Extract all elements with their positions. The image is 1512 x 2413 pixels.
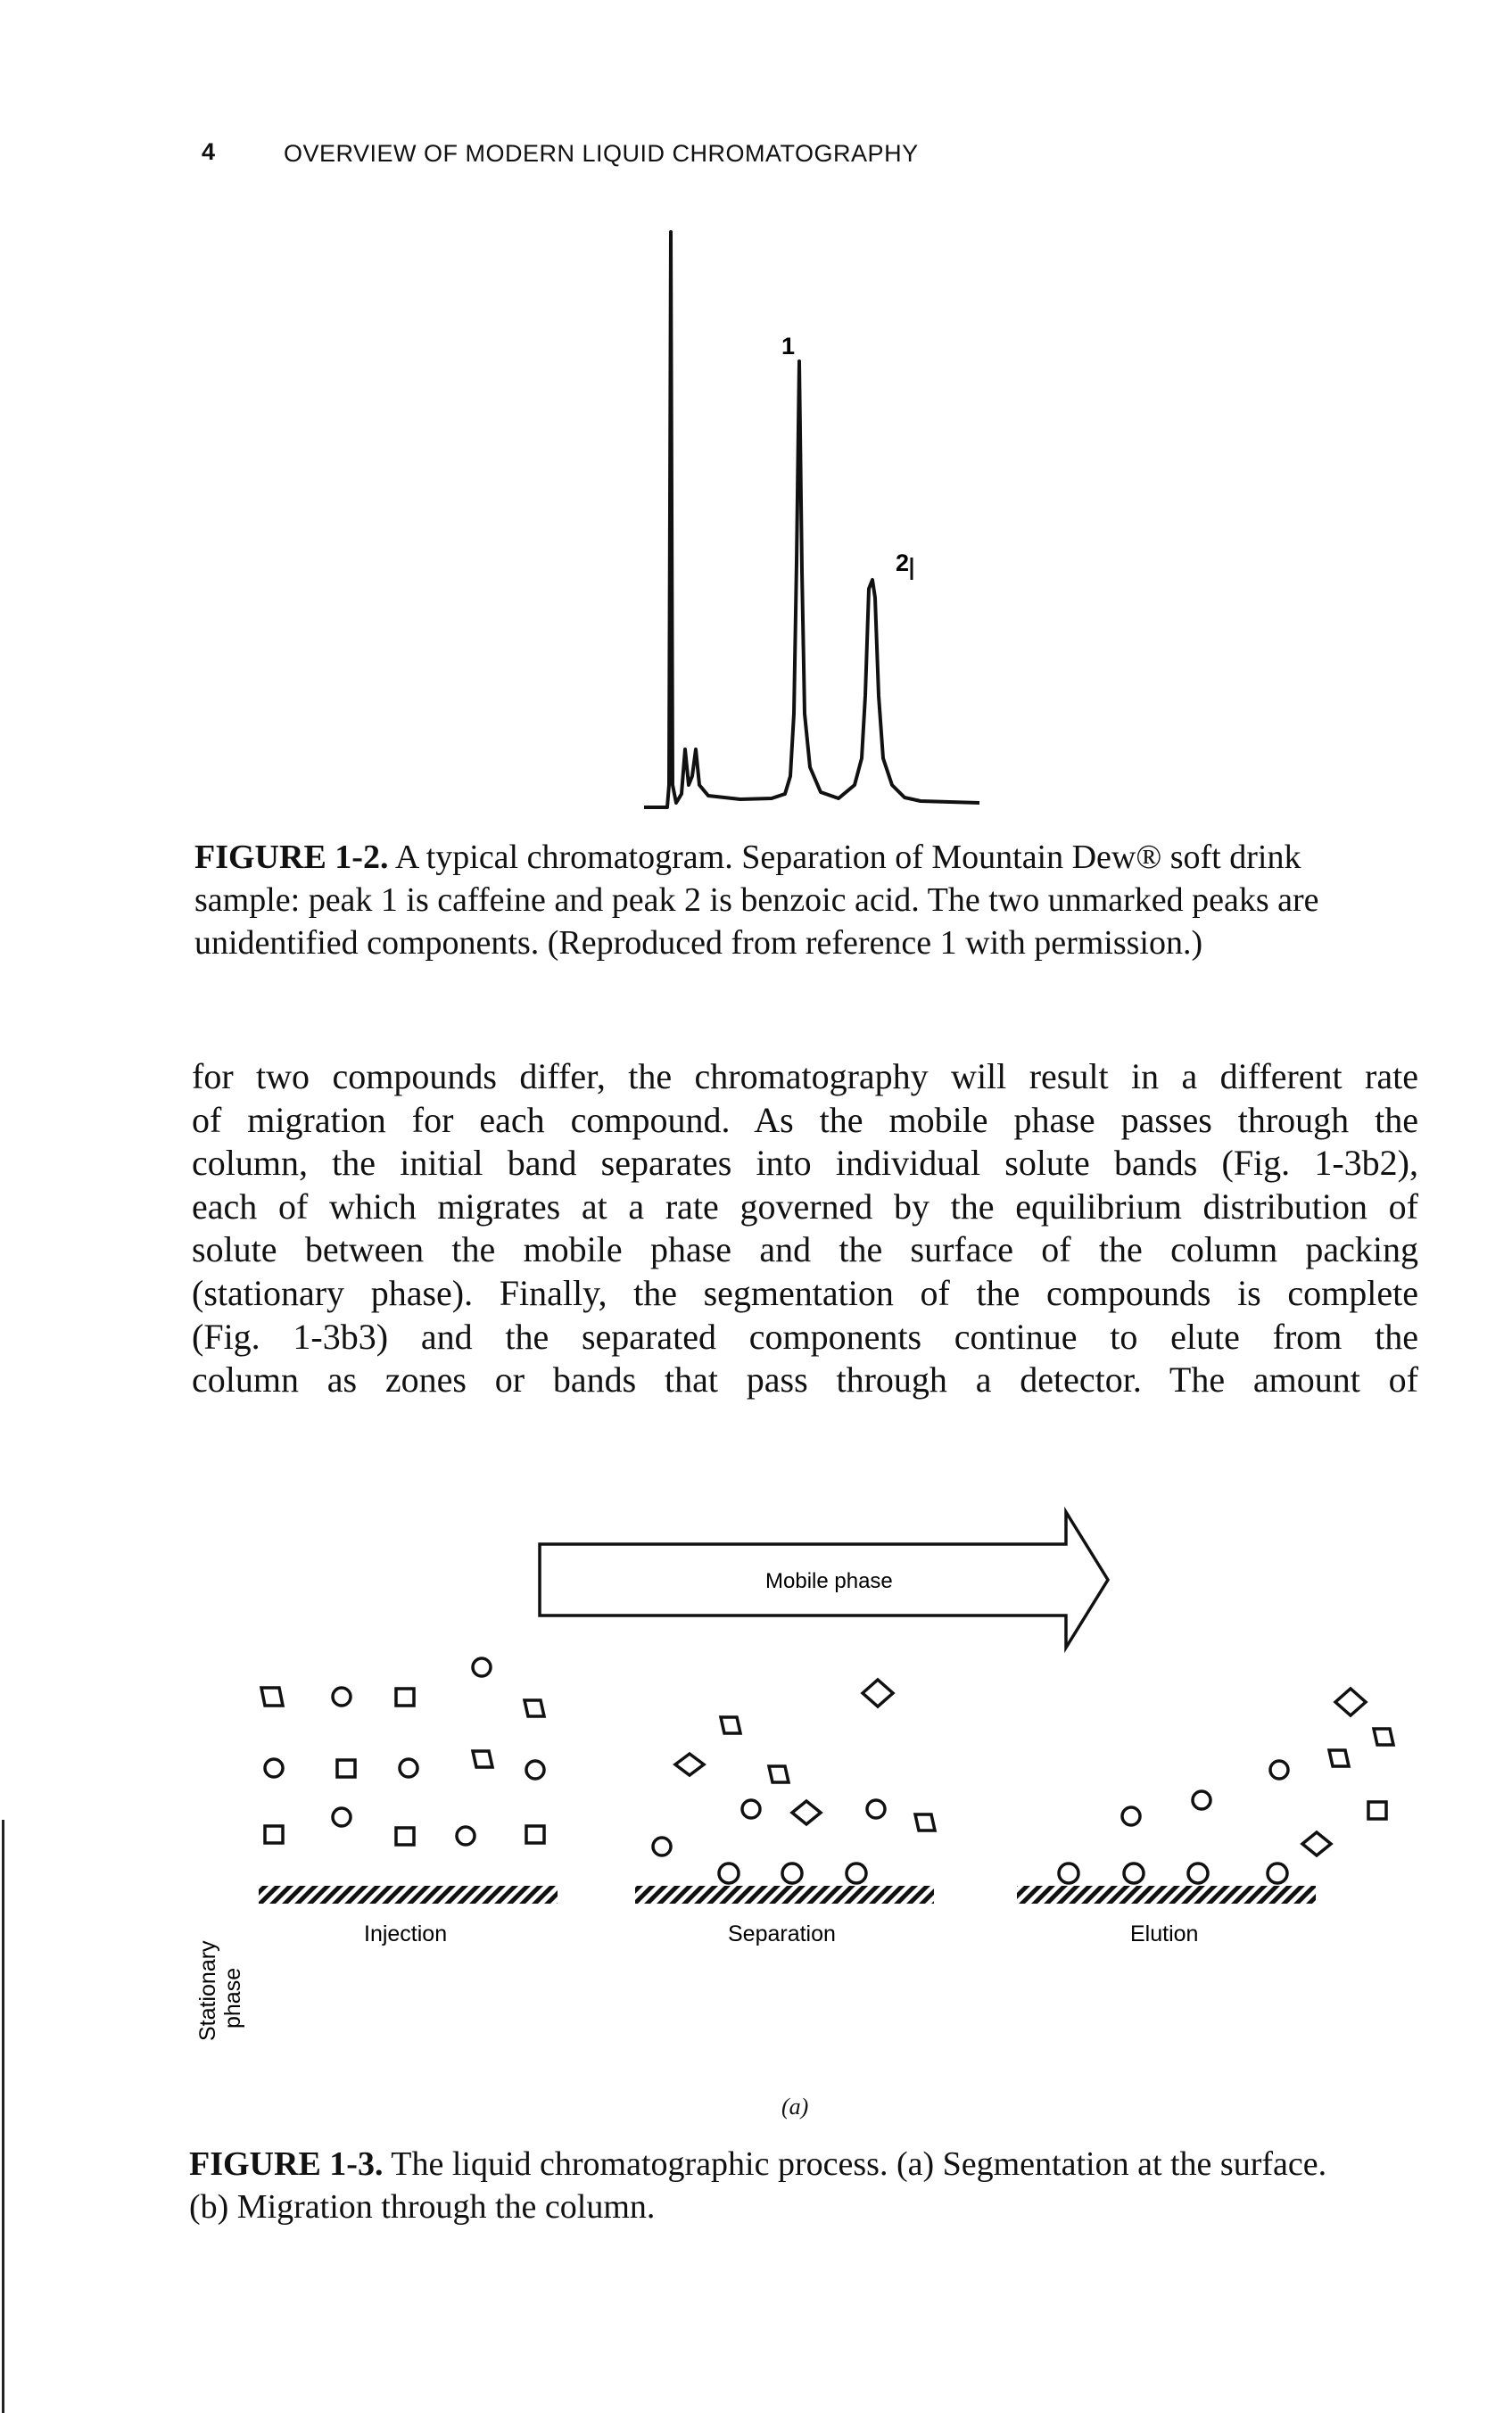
stationary-axis-label-line2: phase xyxy=(220,1967,245,2029)
page-number: 4 xyxy=(202,138,216,165)
stage-label-injection: Injection xyxy=(364,1921,448,1946)
separation-molecules xyxy=(653,1680,935,1883)
figure-1-3-caption xyxy=(189,2143,1438,2228)
body-line: of migration for each compound. As the mobile phase passes through the xyxy=(192,1099,1418,1140)
body-line: (stationary phase). Finally, the segmentation of the compounds is complete xyxy=(192,1272,1418,1313)
stationary-bar-elution xyxy=(1017,1886,1316,1904)
figure-1-2-caption xyxy=(194,836,1425,964)
scan-edge-line xyxy=(2,1820,4,2413)
figure-1-3-caption-line-1: The liquid chromatographic process. (a) Segmentation at the surface. xyxy=(391,2145,1327,2183)
running-title: OVERVIEW OF MODERN LIQUID CHROMATOGRAPHY xyxy=(284,140,919,167)
chromatogram-figure xyxy=(624,214,999,821)
chromatogram-trace xyxy=(644,232,979,807)
figure-1-3-caption-label: FIGURE 1-3. xyxy=(189,2145,384,2183)
lc-process-diagram xyxy=(0,1499,1512,2087)
panel-label: (a) xyxy=(781,2094,809,2120)
peak-label-2: 2 xyxy=(896,550,910,576)
mobile-phase-label: Mobile phase xyxy=(765,1569,893,1593)
figure-1-2-caption-label: FIGURE 1-2. xyxy=(194,839,389,876)
body-paragraph xyxy=(192,1055,1418,1402)
elution-molecules xyxy=(1059,1689,1393,1883)
body-line: each of which migrates at a rate governed by the equilibrium distribution of xyxy=(192,1186,1418,1227)
stage-label-elution: Elution xyxy=(1130,1921,1199,1946)
figure-1-2-caption-line-1: A typical chromatogram. Separation of Mountain Dew® soft drink xyxy=(394,839,1301,876)
stage-label-separation: Separation xyxy=(728,1921,836,1946)
body-line: (Fig. 1-3b3) and the separated components continue to elute from the xyxy=(192,1316,1418,1357)
stationary-axis-label-line1: Stationary xyxy=(195,1940,220,2041)
body-line: column, the initial band separates into individual solute bands (Fig. 1-3b2), xyxy=(192,1143,1418,1184)
figure-1-3-caption-line-2: (b) Migration through the column. xyxy=(189,2188,656,2226)
stationary-bar-separation xyxy=(635,1886,934,1904)
injection-molecules xyxy=(261,1658,544,1845)
body-line: for two compounds differ, the chromatography will result in a different rate xyxy=(192,1056,1418,1096)
body-line: column as zones or bands that pass through a detector. The amount of xyxy=(192,1359,1418,1401)
figure-1-2-caption-line-3: unidentified components. (Reproduced from reference 1 with permission.) xyxy=(194,924,1203,962)
stationary-bar-injection xyxy=(259,1886,558,1904)
peak-label-1: 1 xyxy=(781,333,796,359)
body-line: solute between the mobile phase and the surface of the column packing xyxy=(192,1229,1418,1270)
figure-1-2-caption-line-2: sample: peak 1 is caffeine and peak 2 is benzoic acid. The two unmarked peaks are xyxy=(194,881,1319,919)
